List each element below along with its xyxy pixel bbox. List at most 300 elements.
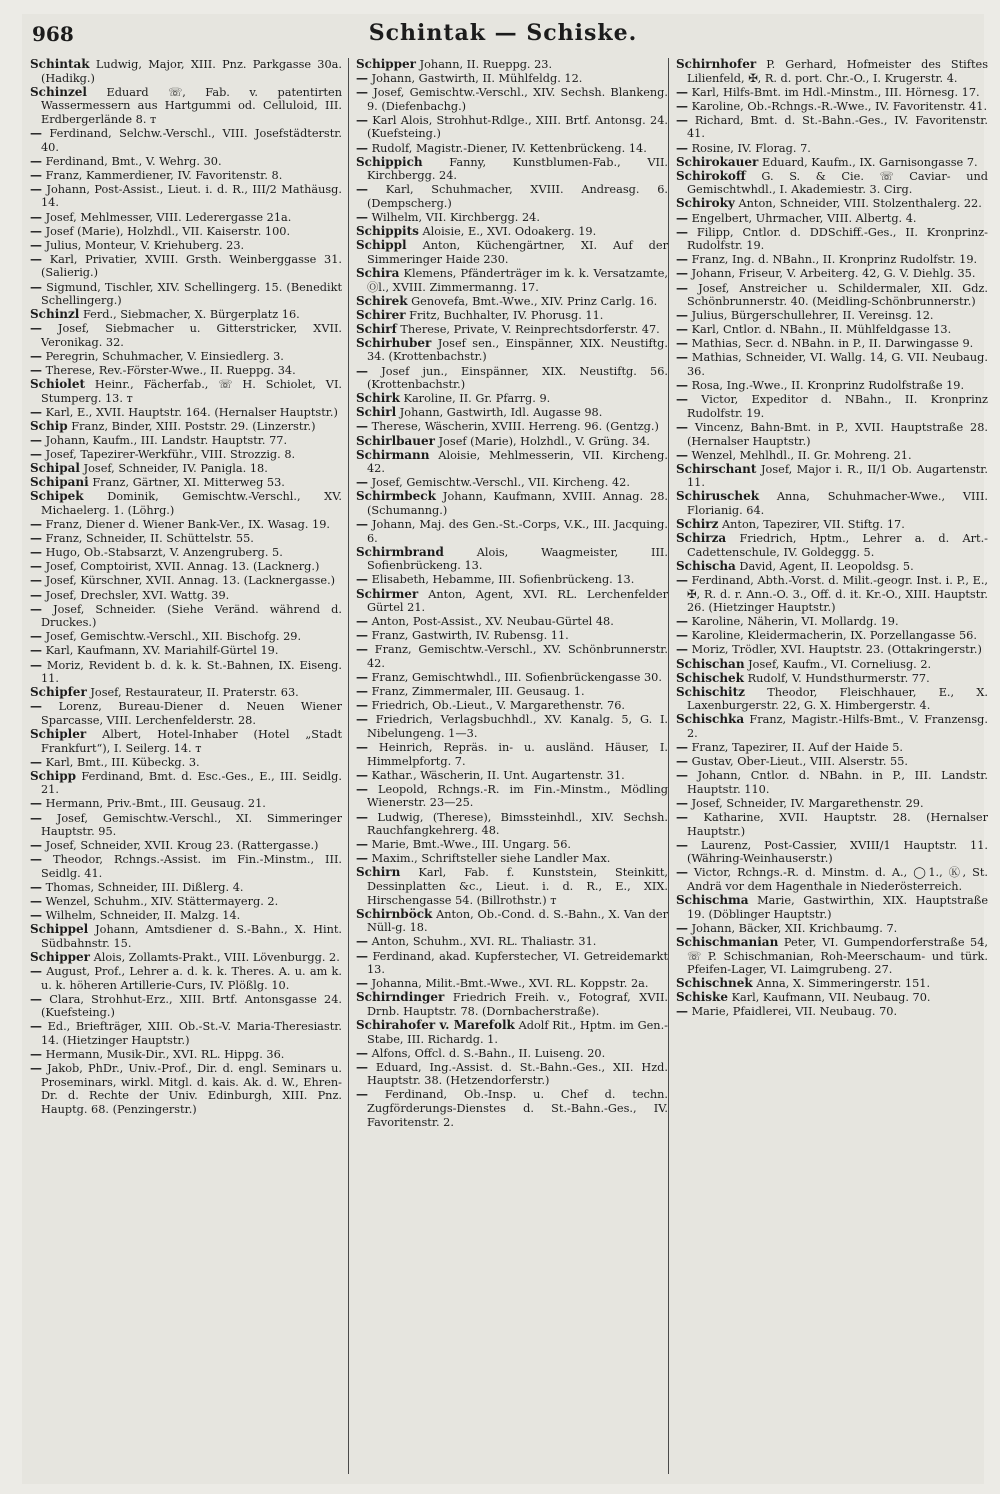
directory-entry [30,895,342,909]
directory-entry [676,769,988,796]
entry-surname: Schippel [30,922,89,937]
entry-details: Theodor, Fleischhauer, E., X. Laxenburgerstr. 22, G. X. Himbergerstr. 4. [687,685,988,713]
entry-details: Johann, Maj. des Gen.-St.-Corps, V.K., III. Jacquing. 6. [367,518,668,545]
entry-surname: — [356,71,368,86]
directory-entry [356,309,668,323]
entry-surname: Schirn [356,865,401,880]
entry-surname: — [356,740,368,755]
directory-entry [30,281,342,308]
directory-entry [676,866,988,893]
entry-details: Moriz, Trödler, XVI. Hauptstr. 23. (Ottakringerstr.) [691,643,982,657]
entry-surname: — [356,419,368,434]
entry-surname: Schirndinger [356,990,445,1005]
entry-surname: — [30,348,42,363]
directory-entry [676,532,988,559]
directory-entry [356,435,668,449]
entry-details: Ludwig, (Therese), Bimssteinhdl., XIV. Sechsh. Rauchfangkehrerg. 48. [367,810,668,838]
directory-entry [30,532,342,546]
directory-entry [30,756,342,770]
entry-details: Josef, Schneider, IV. Panigla. 18. [83,462,268,476]
directory-entry [30,644,342,658]
entry-surname: — [676,920,688,935]
directory-entry [676,282,988,309]
entry-surname: Schippich [356,154,423,169]
entry-details: Josef, Kürschner, XVII. Annag. 13. (Lacknergasse.) [45,574,336,588]
directory-entry [356,518,668,545]
directory-entry [30,155,342,169]
directory-entry [676,936,988,977]
directory-entry [30,853,342,880]
entry-details: Engelbert, Uhrmacher, VIII. Albertg. 4. [691,211,917,225]
entry-details: Josef, Gemischtw.-Verschl., XII. Bischofg. 29. [45,630,302,644]
directory-entry [30,322,342,349]
entry-details: Josef, Restaurateur, II. Praterstr. 63. [90,686,299,700]
entry-details: Josef, Siebmacher u. Gitterstricker, XVII. Veronikag. 32. [41,322,342,349]
entry-details: Mathias, Secr. d. NBahn. in P., II. Darwingasse 9. [691,337,974,351]
directory-entry [356,449,668,476]
entry-details: Rosine, IV. Florag. 7. [691,141,811,155]
entry-surname: — [356,712,368,727]
directory-entry [676,574,988,615]
entry-surname: — [676,84,688,99]
entry-details: Victor, Expeditor d. NBahn., II. Kronprinz Rudolfstr. 19. [687,393,988,420]
entry-details: Josef (Marie), Holzhdl., VII. Kaiserstr. 100. [45,224,291,238]
entry-surname: — [356,363,368,378]
directory-entry [356,225,668,239]
directory-entry [30,364,342,378]
entry-details: Karl Alois, Strohhut-Rdlge., XIII. Brtf. Antonsg. 24. (Kuefsteing.) [367,113,668,141]
entry-details: Josef, Schneider, IV. Margarethenstr. 29. [691,796,924,810]
entry-details: Franz, Gemischtwhdl., III. Sofienbrückengasse 30. [371,671,662,685]
directory-entry [676,811,988,838]
entry-surname: Schinzl [30,307,80,322]
directory-entry [676,337,988,351]
entry-details: Franz, Gastwirth, IV. Rubensg. 11. [371,629,569,643]
entry-surname: Schintak [30,58,90,71]
entry-details: Hermann, Musik-Dir., XVI. RL. Hippg. 36. [45,1048,285,1062]
entry-details: Johann, Amtsdiener d. S.-Bahn., X. Hint. Südbahnstr. 15. [41,923,342,950]
directory-entry [676,379,988,393]
entry-surname: Schiroky [676,196,735,211]
entry-surname: — [30,1019,42,1034]
entry-surname: — [30,601,42,616]
entry-surname: — [30,838,42,853]
entry-details: Marie, Gastwirthin, XIX. Hauptstraße 19. (Döblinger Hauptstr.) [687,894,988,921]
entry-details: Friedrich, Ob.-Lieut., V. Margarethenstr. 76. [371,699,625,713]
entry-details: Hermann, Priv.-Bmt., III. Geusaug. 21. [45,797,266,811]
entry-surname: Schirf [356,321,397,336]
directory-entry [676,672,988,686]
entry-details: Wilhelm, Schneider, II. Malzg. 14. [45,909,241,923]
entry-details: Franz, Magistr.-Hilfs-Bmt., V. Franzensg. 2. [687,713,988,740]
directory-entry [356,769,668,783]
page-number: 968 [32,22,74,46]
entry-details: Josef, Schneider. (Siehe Veränd. während d. Druckes.) [41,602,342,630]
entry-details: Aloisie, Mehlmesserin, VII. Kircheng. 42. [367,448,668,476]
entry-surname: — [676,628,688,643]
directory-entry [30,518,342,532]
entry-details: Lorenz, Bureau-Diener d. Neuen Wiener Sparcasse, VIII. Lerchenfelderstr. 28. [41,700,342,727]
directory-entry [676,894,988,921]
directory-entry [30,462,342,476]
entry-details: Josef, Mehlmesser, VIII. Lederergasse 21a. [45,210,292,224]
entry-details: Fanny, Kunstblumen-Fab., VII. Kirchbergg. 24. [367,155,668,183]
directory-entry [356,365,668,392]
entry-details: Josef sen., Einspänner, XIX. Neustiftg. 34. (Krottenbachstr.) [367,336,668,364]
entry-details: Franz, Binder, XIII. Poststr. 29. (Linzerstr.) [71,419,316,433]
directory-entry [30,603,342,630]
directory-entry [676,629,988,643]
entry-surname: — [30,880,42,895]
entry-details: Eduard, Kaufm., IX. Garnisongasse 7. [761,155,978,169]
entry-surname: — [676,740,688,755]
entry-details: Laurenz, Post-Cassier, XVIII/1 Hauptstr. 11. (Währing-Weinhauserstr.) [687,838,988,866]
entry-details: Franz, Schneider, II. Schüttelstr. 55. [45,532,254,546]
entry-details: Josef, Kaufm., VI. Corneliusg. 2. [748,657,932,671]
directory-entry [356,183,668,210]
directory-entry [30,448,342,462]
entry-surname: — [356,475,368,490]
entry-surname: — [30,153,42,168]
directory-entry [356,58,668,72]
directory-entry [30,169,342,183]
directory-entry [676,100,988,114]
entry-details: Karl, Fab. f. Kunststein, Steinkitt, Dessinplatten &c., Lieut. i. d. R., E., XIX. Hirschengasse 54. (Billrothstr.) ᴛ [367,866,668,907]
directory-entry [676,309,988,323]
directory-entry [356,295,668,309]
directory-entry [676,267,988,281]
entry-details: Rudolf, V. Hundsthurmerstr. 77. [747,671,930,685]
entry-details: Josef, Anstreicher u. Schildermaler, XII. Gdz. Schönbrunnerstr. 40. (Meidling-Schönbrunnerstr.) [687,281,988,309]
directory-entry [356,629,668,643]
directory-entry [30,211,342,225]
entry-details: Peregrin, Schuhmacher, V. Einsiedlerg. 3. [45,349,284,363]
entry-details: Wenzel, Schuhm., XIV. Stättermayerg. 2. [45,895,279,909]
entry-surname: — [356,837,368,852]
column-3 [676,58,988,1474]
entry-details: Julius, Bürgerschullehrer, II. Vereinsg. 12. [691,309,934,323]
directory-entry [30,881,342,895]
entry-surname: — [676,112,688,127]
entry-surname: Schirmbrand [356,544,444,559]
entry-details: Johann, Bäcker, XII. Krichbaumg. 7. [691,921,898,935]
entry-details: Eduard, Ing.-Assist. d. St.-Bahn.-Ges., XII. Hzd. Hauptstr. 38. (Hetzendorferstr.) [367,1060,668,1088]
directory-entry [30,909,342,923]
entry-surname: — [356,1045,368,1060]
entry-details: Anton, Agent, XVI. RL. Lerchenfelder Gürtel 21. [367,587,668,615]
directory-entry [30,86,342,127]
directory-entry [676,797,988,811]
directory-entry [356,588,668,615]
entry-details: Friedrich Freih. v., Fotograf, XVII. Drnb. Hauptstr. 78. (Dornbacherstraße). [367,991,668,1018]
entry-details: Friedrich, Verlagsbuchhdl., XV. Kanalg. 5, G. I. Nibelungeng. 1—3. [367,713,668,740]
entry-surname: Schirnhofer [676,58,757,71]
entry-surname: — [30,559,42,574]
directory-entry [356,671,668,685]
entry-details: Heinr., Fächerfab., ☏ H. Schiolet, VI. Stumperg. 13. ᴛ [41,378,342,405]
directory-entry [30,965,342,992]
directory-entry [676,463,988,490]
entry-surname: — [30,531,42,546]
directory-entry [356,852,668,866]
entry-surname: — [30,573,42,588]
entry-surname: — [30,894,42,909]
entry-surname: — [30,699,42,714]
directory-entry [676,755,988,769]
entry-surname: — [356,572,368,587]
entry-details: Ferdinand, akad. Kupferstecher, VI. Getreidemarkt 13. [367,949,668,977]
entry-surname: Schirokoff [676,168,746,183]
directory-entry [30,127,342,154]
entry-details: Karl, E., XVII. Hauptstr. 164. (Hernalser Hauptstr.) [45,405,338,419]
directory-entry [676,226,988,253]
entry-surname: Schirza [676,531,727,546]
entry-surname: Schirer [356,307,406,322]
directory-entry [676,323,988,337]
entry-surname: — [676,266,688,281]
directory-entry [356,615,668,629]
entry-surname: — [30,517,42,532]
entry-surname: — [30,1061,42,1076]
entry-details: Filipp, Cntlor. d. DDSchiff.-Ges., II. Kronprinz-Rudolfstr. 19. [687,225,988,253]
entry-details: Heinrich, Repräs. in- u. ausländ. Häuser, I. Himmelpfortg. 7. [367,741,668,768]
entry-details: Ferdinand, Bmt. d. Esc.-Ges., E., III. Seidlg. 21. [41,769,342,797]
directory-entry [676,170,988,197]
directory-entry [676,643,988,657]
entry-surname: — [676,252,688,267]
entry-surname: Schischitz [676,684,745,699]
entry-details: Anton, Tapezirer, VII. Stiftg. 17. [722,518,905,532]
entry-surname: — [676,810,688,825]
directory-entry [356,156,668,183]
entry-surname: — [676,280,688,295]
directory-entry [676,197,988,211]
entry-surname: Schirnböck [356,906,433,921]
entry-details: Johann, Gastwirth, Idl. Augasse 98. [399,406,603,420]
entry-details: Ferdinand, Ob.-Insp. u. Chef d. techn. Zugförderungs-Dienstes d. St.-Bahn.-Ges., IV. Favoritenstr. 2. [367,1088,668,1129]
entry-surname: — [356,85,368,100]
entry-details: Karoline, Ob.-Rchngs.-R.-Wwe., IV. Favoritenstr. 41. [691,99,988,113]
entry-surname: Schipfer [30,685,87,700]
entry-details: Victor, Rchngs.-R. d. Minstm. d. A., ◯1., Ⓚ, St. Andrä vor dem Hagenthale in Niederösterreich. [687,866,988,894]
entry-details: Josef jun., Einspänner, XIX. Neustiftg. 56. (Krottenbachstr.) [367,364,668,392]
entry-surname: — [30,964,42,979]
entry-surname: — [356,517,368,532]
entry-surname: Schischek [676,670,744,685]
directory-entry [356,977,668,991]
entry-surname: — [30,209,42,224]
entry-details: Franz, Tapezirer, II. Auf der Haide 5. [691,741,903,755]
directory-entry [356,86,668,113]
entry-surname: — [356,684,368,699]
entry-surname: — [676,210,688,225]
entry-surname: — [676,378,688,393]
entry-details: Franz, Diener d. Wiener Bank-Ver., IX. Wasag. 19. [45,518,331,532]
directory-page [22,14,988,1484]
column-divider [348,58,349,1474]
entry-details: Josef, Gemischtw.-Verschl., XIV. Sechsh. Blankeng. 9. (Diefenbachg.) [367,86,668,113]
entry-surname: — [356,948,368,963]
entry-surname: — [356,698,368,713]
entry-details: Franz, Gärtner, XI. Mitterweg 53. [92,476,285,490]
entry-surname: Schischma [676,893,749,908]
directory-entry [676,741,988,755]
entry-details: Johann, Kaufm., III. Landstr. Hauptstr. 77. [45,434,288,448]
entry-surname: — [30,167,42,182]
entry-details: Josef (Marie), Holzhdl., V. Grüng. 34. [438,434,650,448]
entry-details: Peter, VI. Gumpendorferstraße 54, ☏ P. Schischmanian, Roh-Meerschaum- und türk. Pfeifen-Lager, VI. Laimgrubeng. 27. [687,935,988,977]
entry-surname: Schischmanian [676,934,779,949]
entry-surname: Schirz [676,517,719,532]
entry-details: Friedrich, Hptm., Lehrer a. d. Art.-Cadettenschule, IV. Goldeggg. 5. [687,532,988,559]
entry-details: Wenzel, Mehlhdl., II. Gr. Mohreng. 21. [691,448,912,462]
directory-entry [676,615,988,629]
entry-surname: Schipani [30,475,89,490]
entry-surname: — [356,182,368,197]
entry-details: Ferdinand, Bmt., V. Wehrg. 30. [45,154,222,168]
entry-surname: — [676,837,688,852]
entry-details: Albert, Hotel-Inhaber (Hotel „Stadt Frankfurt“), I. Seilerg. 14. ᴛ [41,728,342,755]
entry-surname: — [356,614,368,629]
entry-details: Eduard ☏, Fab. v. patentirten Wassermessern aus Hartgummi od. Celluloid, III. Erdbergerlände 8. ᴛ [41,85,342,126]
entry-surname: — [30,321,42,336]
entry-details: Clara, Strohhut-Erz., XIII. Brtf. Antonsgasse 24. (Kuefsteing.) [41,992,342,1020]
entry-details: Ed., Briefträger, XIII. Ob.-St.-V. Maria-Theresiastr. 14. (Hietzinger Hauptstr.) [41,1020,342,1048]
entry-details: Franz, Ing. d. NBahn., II. Kronprinz Rudolfstr. 19. [691,253,978,267]
entry-surname: — [356,934,368,949]
directory-entry [356,392,668,406]
entry-surname: — [356,140,368,155]
directory-entry [30,700,342,727]
entry-details: Karl, Privatier, XVIII. Grsth. Weinberggasse 31. (Salierig.) [41,252,342,280]
entry-details: Karl, Kaufmann, XV. Mariahilf-Gürtel 19. [45,644,279,658]
entry-details: Therese, Private, V. Reinprechtsdorferstr. 47. [400,322,660,336]
entry-surname: Schippl [356,238,407,253]
directory-entry [356,1019,668,1046]
directory-entry [356,1061,668,1088]
directory-entry [356,337,668,364]
entry-surname: Schiolet [30,377,85,392]
directory-entry [676,351,988,378]
entry-surname: Schirokauer [676,154,759,169]
entry-details: Adolf Rit., Hptm. im Gen.-Stabe, III. Richardg. 1. [367,1018,668,1046]
directory-entry [356,643,668,670]
entry-surname: — [30,754,42,769]
entry-details: Wilhelm, VII. Kirchbergg. 24. [371,211,540,225]
directory-entry [356,267,668,294]
entry-surname: — [30,908,42,923]
entry-surname: Schirmann [356,447,430,462]
entry-details: Johann, II. Rueppg. 23. [419,58,553,71]
directory-entry [356,811,668,838]
entry-surname: — [30,125,42,140]
entry-details: Karoline, Näherin, VI. Mollardg. 19. [691,615,899,629]
entry-details: Josef, Tapezirer-Werkführ., VIII. Strozzig. 8. [45,448,296,462]
directory-entry [356,783,668,810]
entry-surname: Schipal [30,461,80,476]
entry-surname: — [30,251,42,266]
entry-surname: Schipper [356,58,416,71]
entry-details: Jakob, PhDr., Univ.-Prof., Dir. d. engl. Seminars u. Proseminars, wirkl. Mitgl. d. kais. Ak. d. W., Ehren-Dr. d. Rechte der Univ. Edinburgh, XIII. Pnz. Hauptg. 68. (Penzingerstr.) [41,1062,342,1117]
entry-details: Sigmund, Tischler, XIV. Schellingerg. 15. (Benedikt Schellingerg.) [41,280,342,308]
entry-surname: — [356,642,368,657]
directory-entry [676,156,988,170]
entry-details: Ferd., Siebmacher, X. Bürgerplatz 16. [82,308,300,322]
entry-surname: — [676,447,688,462]
directory-entry [30,239,342,253]
entry-details: Gustav, Ober-Lieut., VIII. Alserstr. 55. [691,755,908,769]
entry-details: Karl, Bmt., III. Kübeckg. 3. [45,755,200,769]
entry-surname: Schirmer [356,586,419,601]
entry-surname: — [676,350,688,365]
directory-entry [30,589,342,603]
entry-surname: — [676,572,688,587]
entry-details: P. Gerhard, Hofmeister des Stiftes Lilienfeld, ✠, R. d. port. Chr.-O., I. Krugerstr. 4. [687,58,988,85]
entry-details: Marie, Bmt.-Wwe., III. Ungarg. 56. [371,838,571,852]
column-1 [30,58,342,1474]
entry-details: Karl, Schuhmacher, XVIII. Andreasg. 6. (Dempscherg.) [367,183,668,210]
entry-details: Johann, Gastwirth, II. Mühlfeldg. 12. [371,72,583,86]
directory-entry [30,350,342,364]
entry-details: Johann, Friseur, V. Arbeiterg. 42, G. V. Diehlg. 35. [691,267,976,281]
entry-details: Anna, X. Simmeringerstr. 151. [756,977,931,991]
entry-details: Moriz, Revident b. d. k. k. St.-Bahnen, IX. Eiseng. 11. [41,658,342,686]
directory-entry [356,573,668,587]
directory-entry [30,308,342,322]
entry-surname: — [30,643,42,658]
entry-details: Josef, Major i. R., II/1 Ob. Augartenstr. 11. [687,462,988,490]
entry-surname: — [356,1087,368,1102]
directory-entry [356,239,668,266]
directory-entry [356,866,668,907]
entry-surname: Schiske [676,990,728,1005]
entry-details: Julius, Monteur, V. Kriehuberg. 23. [45,238,245,252]
entry-surname: Schirlbauer [356,433,435,448]
entry-surname: — [676,224,688,239]
entry-surname: — [30,1047,42,1062]
directory-entry [30,770,342,797]
directory-entry [356,1047,668,1061]
directory-entry [356,1088,668,1129]
entry-details: Josef, Comptoirist, XVII. Annag. 13. (Lacknerg.) [45,560,320,574]
column-2 [356,58,668,1474]
entry-surname: — [676,1004,688,1019]
directory-entry [30,659,342,686]
entry-surname: Schirk [356,391,400,406]
entry-surname: Schirhuber [356,335,432,350]
entry-surname: Schischka [676,712,745,727]
entry-surname: — [356,976,368,991]
entry-details: Anton, Küchengärtner, XI. Auf der Simmeringer Haide 230. [367,239,668,266]
entry-surname: Schippits [356,224,419,239]
entry-details: Karl, Cntlor. d. NBahn., II. Mühlfeldgasse 13. [691,323,952,337]
directory-entry [30,1020,342,1047]
entry-details: Johann, Cntlor. d. NBahn. in P., III. Landstr. Hauptstr. 110. [687,769,988,796]
directory-entry [356,699,668,713]
entry-details: G. S. & Cie. ☏ Caviar- und Gemischtwhdl., I. Akademiestr. 3. Cirg. [687,169,988,197]
directory-entry [30,923,342,950]
directory-entry [676,142,988,156]
entry-details: Aloisie, E., XVI. Odoakerg. 19. [422,225,597,239]
entry-details: Franz, Gemischtw.-Verschl., XV. Schönbrunnerstr. 42. [367,643,668,671]
entry-details: Katharine, XVII. Hauptstr. 28. (Hernalser Hauptstr.) [687,811,988,838]
entry-surname: — [356,767,368,782]
entry-surname: — [30,796,42,811]
entry-surname: — [30,447,42,462]
entry-surname: Schip [30,418,68,433]
directory-entry [356,490,668,517]
directory-entry [676,449,988,463]
